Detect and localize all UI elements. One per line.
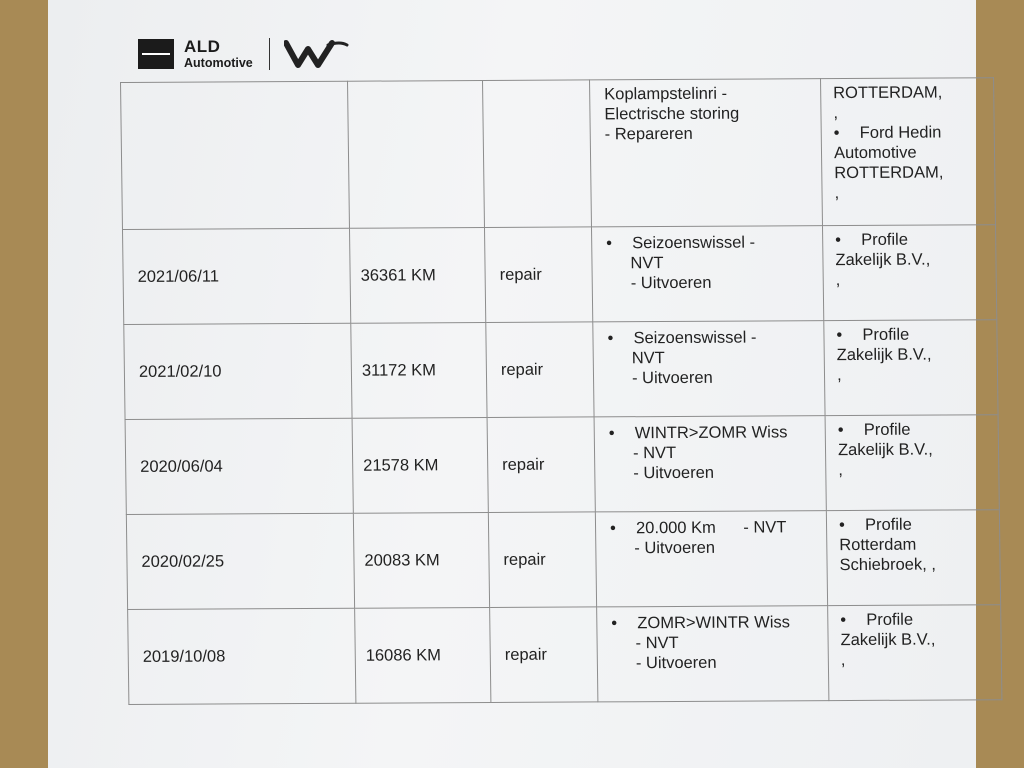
- mileage-cell: [348, 81, 485, 229]
- description-line: [609, 422, 825, 443]
- description-line: - Uitvoeren: [630, 273, 712, 293]
- description-line: Koplampstelinri -: [604, 84, 728, 104]
- ald-brand-sub: Automotive: [184, 56, 253, 71]
- description-line: - Uitvoeren: [633, 463, 715, 483]
- bullet-icon: •: [611, 614, 618, 633]
- bullet-icon: •: [838, 516, 845, 535]
- location-line: [836, 324, 996, 345]
- location-line: Zakelijk B.V.,: [836, 345, 932, 365]
- location-line: Zakelijk B.V.,: [840, 630, 936, 650]
- description-cell: [591, 226, 823, 322]
- description-line: NVT: [630, 254, 664, 273]
- description-line: NVT: [631, 349, 665, 368]
- table-row: [121, 78, 996, 230]
- description-text: Seizoenswissel -: [633, 328, 757, 348]
- description-text: 20.000 Km - NVT: [635, 518, 787, 538]
- maintenance-history-table: [120, 77, 1002, 705]
- bullet-icon: •: [609, 519, 616, 538]
- location-line: ,: [834, 184, 840, 203]
- location-text: Profile: [866, 610, 914, 629]
- date-cell: [121, 81, 350, 229]
- location-cell: [824, 320, 998, 416]
- location-cell: [822, 225, 996, 321]
- location-line: ,: [838, 461, 844, 480]
- location-cell: [826, 510, 1000, 606]
- location-line: Rotterdam: [839, 535, 917, 555]
- description-line: [607, 327, 823, 348]
- mileage-cell: 31172 KM: [351, 323, 487, 419]
- location-line: ,: [835, 271, 841, 290]
- description-text: Seizoenswissel -: [632, 233, 756, 253]
- leaseplan-logo-icon: [284, 39, 350, 69]
- location-text: Profile: [863, 420, 911, 439]
- table-row: [124, 320, 998, 420]
- bullet-icon: •: [836, 326, 843, 345]
- mileage-cell: 36361 KM: [349, 228, 485, 324]
- location-line: ,: [836, 366, 842, 385]
- description-cell: [593, 321, 825, 417]
- type-cell: repair: [486, 322, 594, 418]
- description-line: [611, 612, 827, 633]
- bullet-icon: •: [833, 124, 840, 143]
- header-logos: [138, 36, 350, 72]
- location-line: ,: [840, 651, 846, 670]
- type-cell: repair: [490, 607, 598, 703]
- description-line: - NVT: [632, 443, 677, 463]
- ald-brand: ALD: [184, 37, 221, 57]
- table-row: [128, 605, 1002, 705]
- type-cell: [483, 80, 592, 228]
- mileage-cell: 20083 KM: [353, 513, 489, 609]
- description-text: WINTR>ZOMR Wiss: [634, 423, 788, 443]
- location-cell: [821, 78, 996, 226]
- bullet-icon: •: [606, 234, 613, 253]
- location-text: Profile: [861, 230, 909, 249]
- location-text: Profile: [864, 515, 912, 534]
- description-line: [606, 232, 822, 253]
- ald-logo-text: [184, 38, 253, 70]
- description-cell: [594, 416, 826, 512]
- location-line: [838, 419, 998, 440]
- ald-logo-mark: [138, 39, 174, 69]
- location-line: ROTTERDAM,: [834, 163, 944, 183]
- bullet-icon: •: [835, 231, 842, 250]
- location-line: [834, 122, 994, 143]
- date-cell: 2020/06/04: [125, 418, 353, 514]
- description-line: [610, 517, 826, 538]
- mileage-cell: 21578 KM: [352, 418, 488, 514]
- date-cell: 2020/02/25: [126, 513, 354, 609]
- description-cell: [597, 606, 829, 702]
- type-cell: repair: [488, 512, 596, 608]
- description-line: - Uitvoeren: [635, 653, 717, 673]
- location-line: Automotive: [833, 143, 917, 163]
- location-text: Ford Hedin: [859, 123, 942, 142]
- description-line: - NVT: [635, 633, 679, 653]
- bullet-icon: •: [840, 611, 847, 630]
- location-line: Zakelijk B.V.,: [837, 440, 933, 460]
- description-line: - Repareren: [604, 124, 693, 144]
- type-cell: repair: [484, 227, 592, 323]
- location-line: Zakelijk B.V.,: [835, 250, 931, 270]
- mileage-cell: 16086 KM: [355, 608, 491, 704]
- table-row: [122, 225, 996, 325]
- description-line: - Uitvoeren: [631, 368, 713, 388]
- logo-divider: [269, 38, 270, 70]
- description-cell: [595, 511, 827, 607]
- date-cell: 2019/10/08: [128, 608, 356, 704]
- date-cell: 2021/06/11: [122, 228, 350, 324]
- location-line: [840, 609, 1000, 630]
- location-line: ,: [833, 104, 839, 123]
- bullet-icon: •: [837, 421, 844, 440]
- location-line: [835, 229, 995, 250]
- location-line: ROTTERDAM,: [833, 83, 943, 103]
- description-text: ZOMR>WINTR Wiss: [637, 613, 791, 633]
- location-text: Profile: [862, 325, 910, 344]
- table-row: [126, 510, 1000, 610]
- location-line: Schiebroek, ,: [839, 555, 937, 575]
- location-cell: [825, 415, 999, 511]
- description-line: Electrische storing: [604, 104, 740, 124]
- description-cell: [590, 79, 823, 227]
- type-cell: repair: [487, 417, 595, 513]
- description-line: - Uitvoeren: [634, 538, 716, 558]
- location-cell: [828, 605, 1002, 701]
- bullet-icon: •: [608, 424, 615, 443]
- table-row: [125, 415, 999, 515]
- date-cell: 2021/02/10: [124, 323, 352, 419]
- location-line: [839, 514, 999, 535]
- bullet-icon: •: [607, 329, 614, 348]
